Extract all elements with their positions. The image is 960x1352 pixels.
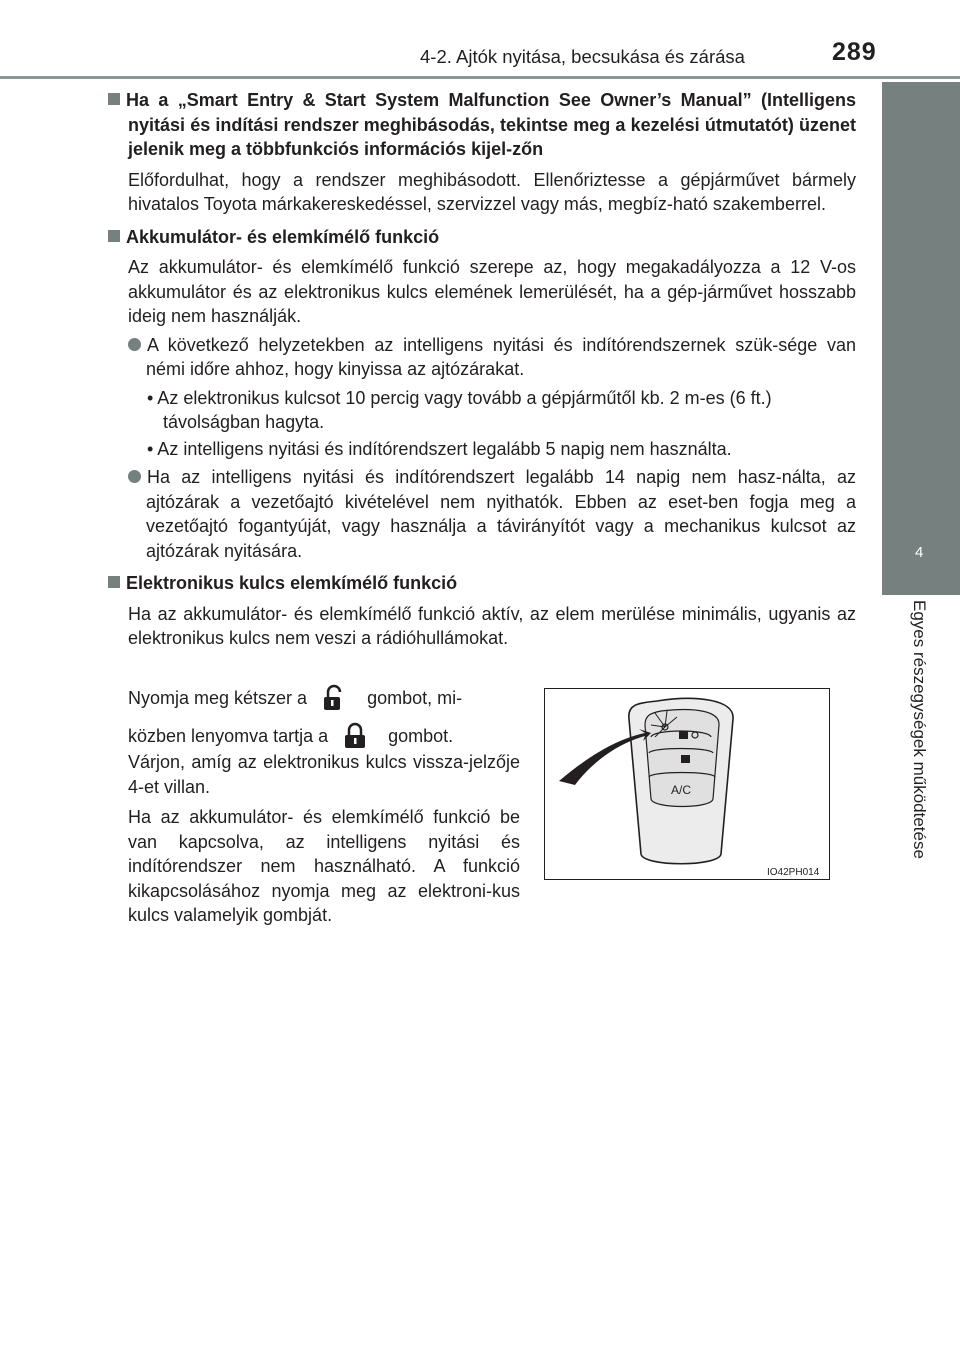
lock-icon bbox=[333, 722, 383, 750]
section-body: Ha az akkumulátor- és elemkímélő funkció aktív, az elem merülése minimális, ugyanis az elektronikus kulcs nem veszi a rádióhullámokat. bbox=[128, 603, 856, 648]
circle-item: A következő helyzetekben az intelligens nyitási és indítórendszernek szük-sége van némi időre ahhoz, hogy kinyissa az ajtózárakat. bbox=[108, 333, 856, 382]
section-heading: Ha a „Smart Entry & Start System Malfunction See Owner’s Manual” (Intelligens nyitási és indítási rendszer meghibásodás, tekintse meg a kezelési útmutatót) üzenet jelenik meg a többfunkciós információs kijel-zőn bbox=[108, 88, 856, 162]
chapter-title-vertical bbox=[905, 600, 935, 900]
header-rule bbox=[0, 76, 960, 79]
bullet-item: • Az elektronikus kulcsot 10 percig vagy tovább a gépjárműtől kb. 2 m-es (6 ft.) távolságban hagyta. bbox=[147, 387, 772, 432]
key-illustration bbox=[544, 688, 830, 880]
illustration-code: IO42PH014 bbox=[767, 867, 820, 878]
section-body: Az akkumulátor- és elemkímélő funkció szerepe az, hogy megakadályozza a 12 V-os akkumulátor és az elektronikus kulcs elemének lemerülését, ha a gép-járművet hosszabb ideig nem használják. bbox=[128, 257, 856, 326]
section-body: Előfordulhat, hogy a rendszer meghibásodott. Ellenőriztesse a gépjárművet bármely hivatalos Toyota márkakereskedéssel, szervizzel vagy más, megbíz-ható szakemberrel. bbox=[128, 169, 856, 214]
section-title: 4-2. Ajtók nyitása, becsukása és zárása bbox=[420, 46, 745, 67]
bullet-item: • Az intelligens nyitási és indítórendszert legalább 5 napig nem használta. bbox=[147, 438, 732, 459]
section-heading: Elektronikus kulcs elemkímélő funkció bbox=[108, 571, 856, 596]
square-bullet-icon bbox=[108, 576, 120, 588]
figure-paragraph: Ha az akkumulátor- és elemkímélő funkció be van kapcsolva, az intelligens nyitási és indítórendszer nem használható. A funkció kikapcsolásához nyomja meg az elektroni-kus kulcs valamelyik gombját. bbox=[128, 807, 520, 925]
chapter-number: 4 bbox=[915, 544, 924, 561]
main-content bbox=[108, 88, 856, 655]
square-bullet-icon bbox=[108, 230, 120, 242]
circle-bullet-icon bbox=[128, 470, 141, 483]
chapter-tab bbox=[882, 512, 960, 595]
chapter-title: Egyes részegységek működtetése bbox=[910, 600, 929, 859]
figure-instructions: Nyomja meg kétszer a gombot, mi- közben lenyomva tartja a gombot. Várjon, amíg az elektronikus kulcs vissza-jelzője 4-et villan. Ha az akkumulátor- és elemkímélő funkció be van kapcsolva, az intelligens nyitási és indítórendszer nem használható. A funkció kikapcsolásához nyomja meg az elektroni-kus kulcs valamelyik gombját. bbox=[128, 684, 520, 928]
ac-button-label: A/C bbox=[671, 783, 692, 797]
unlock-icon bbox=[312, 684, 362, 712]
section-heading: Akkumulátor- és elemkímélő funkció bbox=[108, 225, 856, 250]
circle-bullet-icon bbox=[128, 338, 141, 351]
figure-paragraph: Várjon, amíg az elektronikus kulcs vissza-jelzője 4-et villan. bbox=[128, 752, 520, 797]
page-number: 289 bbox=[832, 38, 877, 66]
square-bullet-icon bbox=[108, 93, 120, 105]
circle-item: Ha az intelligens nyitási és indítórendszert legalább 14 napig nem hasz-nálta, az ajtózárak a vezetőajtó kivételével nem nyithatók. Ebben az eset-ben fogja meg a vezetőajtó fogantyúját, vagy használja a távirányítót vagy a mechanikus kulcsot az ajtózárak nyitására. bbox=[108, 465, 856, 563]
side-tab-strip bbox=[882, 82, 960, 512]
